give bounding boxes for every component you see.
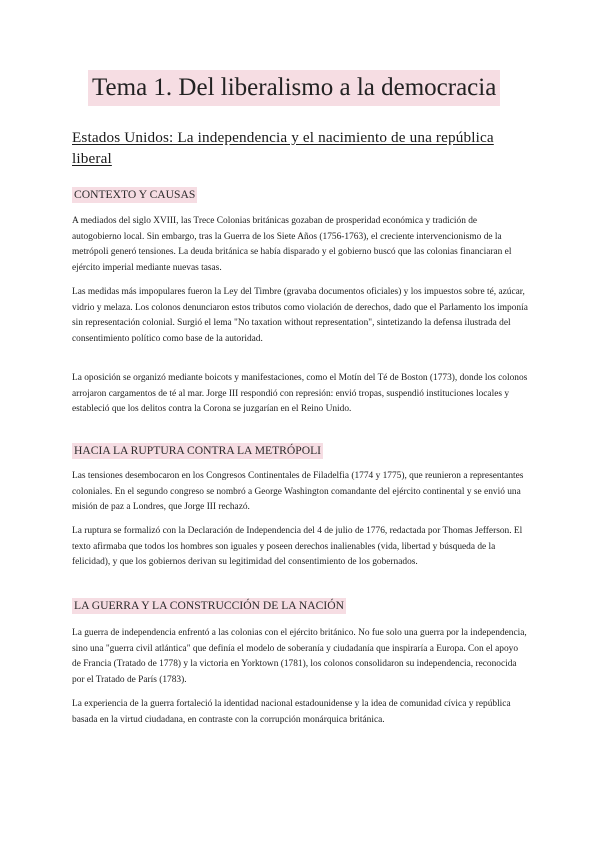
section-heading-rupture: HACIA LA RUPTURA CONTRA LA METRÓPOLI [74, 444, 322, 457]
paragraph: Las tensiones desembocaron en los Congresos Continentales de Filadelfia (1774 y 1775), que reunieron a representantes coloniales. En el segundo congreso se nombró a George Washington comandante del ejército continental y se envió una misión de paz a Londres, que Jorge III rechazó. [72, 471, 524, 512]
paragraph: La guerra de independencia enfrentó a las colonias con el ejército británico. No fue solo una guerra por la independencia, sino una "guerra civil atlántica" que definía el modelo de soberanía y ciudadanía que inspiraría a Europa. Con el apoyo de Francia (Tratado de 1778) y la victoria en Yorktown (1781), los colonos consolidaron su independencia, reconocida por el Tratado de París (1783). [72, 628, 527, 685]
paragraph: A mediados del siglo XVIII, las Trece Colonias británicas gozaban de prosperidad económica y tradición de autogobierno local. Sin embargo, tras la Guerra de los Siete Años (1756-1763), el creciente intervencionismo de la metrópoli generó tensiones. La deuda británica se había disparado y el gobierno buscó que las colonias financiaran el ejército imperial mediante nuevas tasas. [72, 216, 512, 273]
paragraph: La ruptura se formalizó con la Declaración de Independencia del 4 de julio de 1776, redactada por Thomas Jefferson. El texto afirmaba que todos los hombres son iguales y poseen derechos inalienables (vida, libertad y búsqueda de la felicidad), y que los gobiernos derivan su legitimidad del consentimiento de los gobernados. [72, 526, 523, 567]
paragraph: La experiencia de la guerra fortaleció la identidad nacional estadounidense y la idea de comunidad cívica y república basada en la virtud ciudadana, en contraste con la corrupción monárquica británica. [72, 699, 511, 725]
paragraph: Las medidas más impopulares fueron la Ley del Timbre (gravaba documentos oficiales) y los impuestos sobre té, azúcar, vidrio y melaza. Los colonos denunciaron estos tributos como violación de derechos, dado que el Parlamento los imponía sin representación colonial. Surgió el lema "No taxation without representation", sintetizando la defensa ilustrada del consentimiento político como base de la autoridad. [72, 287, 528, 344]
page-title: Tema 1. Del liberalismo a la democracia [88, 70, 500, 106]
page-subtitle: Estados Unidos: La independencia y el nacimiento de una república liberal [72, 129, 494, 167]
section-heading-war: LA GUERRA Y LA CONSTRUCCIÓN DE LA NACIÓN [74, 599, 344, 612]
paragraph: La oposición se organizó mediante boicots y manifestaciones, como el Motín del Té de Boston (1773), donde los colonos arrojaron cargamentos de té al mar. Jorge III respondió con represión: envió tropas, suspendió instituciones locales y estableció que los delitos contra la Corona se juzgarían en el Reino Unido. [72, 373, 528, 414]
section-heading-context: CONTEXTO Y CAUSAS [74, 188, 196, 201]
